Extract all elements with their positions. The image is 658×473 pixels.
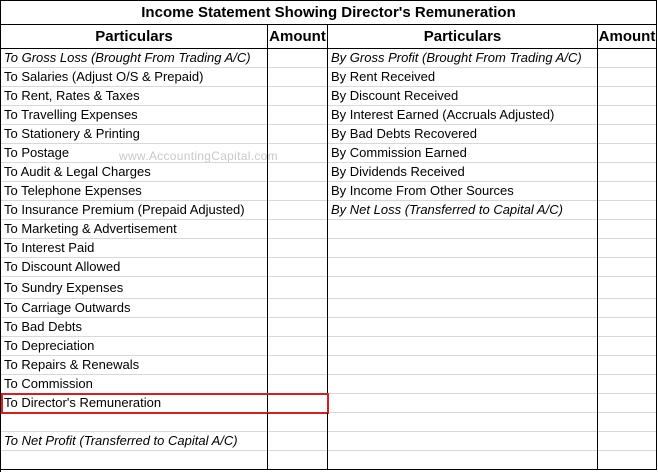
table-title: Income Statement Showing Director's Remuneration xyxy=(1,1,657,25)
table-row xyxy=(1,239,657,258)
credit-particular-cell xyxy=(328,299,598,318)
table-row xyxy=(1,375,657,394)
debit-amount-cell xyxy=(268,87,328,106)
debit-particular-cell: To Postage xyxy=(1,144,268,163)
debit-amount-cell xyxy=(268,413,328,432)
header-particulars-right: Particulars xyxy=(328,25,598,48)
table-row xyxy=(1,220,657,239)
debit-particular-cell: To Rent, Rates & Taxes xyxy=(1,87,268,106)
debit-amount-cell xyxy=(268,375,328,394)
table-row xyxy=(1,277,657,299)
debit-amount-cell xyxy=(268,277,328,299)
table-row xyxy=(1,394,657,413)
credit-amount-cell xyxy=(598,432,657,451)
debit-particular-cell: To Bad Debts xyxy=(1,318,268,337)
credit-particular-cell: By Interest Earned (Accruals Adjusted) xyxy=(328,106,598,125)
table-row xyxy=(1,451,657,470)
credit-particular-cell xyxy=(328,277,598,299)
debit-amount-cell xyxy=(268,220,328,239)
credit-amount-cell xyxy=(598,413,657,432)
debit-amount-cell xyxy=(268,182,328,201)
debit-amount-cell xyxy=(268,337,328,356)
credit-particular-cell xyxy=(328,239,598,258)
table-row xyxy=(1,413,657,432)
debit-amount-cell xyxy=(268,299,328,318)
credit-amount-cell xyxy=(598,68,657,87)
debit-amount-cell xyxy=(268,201,328,220)
credit-particular-cell xyxy=(328,258,598,277)
credit-amount-cell xyxy=(598,201,657,220)
table-row xyxy=(1,299,657,318)
credit-particular-cell xyxy=(328,337,598,356)
debit-particular-cell: To Discount Allowed xyxy=(1,258,268,277)
debit-particular-cell: To Director's Remuneration xyxy=(1,394,268,413)
header-amount-right: Amount xyxy=(598,25,657,48)
debit-amount-cell xyxy=(268,451,328,470)
credit-particular-cell xyxy=(328,356,598,375)
debit-amount-cell xyxy=(268,356,328,375)
credit-particular-cell: By Bad Debts Recovered xyxy=(328,125,598,144)
credit-amount-cell xyxy=(598,87,657,106)
credit-particular-cell xyxy=(328,451,598,470)
credit-amount-cell xyxy=(598,49,657,68)
debit-amount-cell xyxy=(268,163,328,182)
debit-particular-cell: To Marketing & Advertisement xyxy=(1,220,268,239)
debit-particular-cell: To Gross Loss (Brought From Trading A/C) xyxy=(1,49,268,68)
debit-particular-cell: To Commission xyxy=(1,375,268,394)
debit-amount-cell xyxy=(268,239,328,258)
credit-particular-cell: By Dividends Received xyxy=(328,163,598,182)
table-row xyxy=(1,106,657,125)
credit-particular-cell: By Income From Other Sources xyxy=(328,182,598,201)
credit-amount-cell xyxy=(598,318,657,337)
table-row xyxy=(1,318,657,337)
credit-amount-cell xyxy=(598,356,657,375)
table-row xyxy=(1,201,657,220)
debit-particular-cell xyxy=(1,451,268,470)
table-row xyxy=(1,68,657,87)
credit-amount-cell xyxy=(598,258,657,277)
debit-particular-cell: To Net Profit (Transferred to Capital A/C) xyxy=(1,432,268,451)
table-row xyxy=(1,163,657,182)
table-row xyxy=(1,337,657,356)
credit-amount-cell xyxy=(598,163,657,182)
table-row xyxy=(1,356,657,375)
debit-particular-cell: To Audit & Legal Charges xyxy=(1,163,268,182)
credit-amount-cell xyxy=(598,125,657,144)
credit-amount-cell xyxy=(598,106,657,125)
header-row xyxy=(1,25,657,49)
credit-particular-cell: By Rent Received xyxy=(328,68,598,87)
debit-amount-cell xyxy=(268,125,328,144)
credit-amount-cell xyxy=(598,182,657,201)
debit-amount-cell xyxy=(268,432,328,451)
header-amount-left: Amount xyxy=(268,25,328,48)
credit-particular-cell xyxy=(328,375,598,394)
debit-particular-cell: To Repairs & Renewals xyxy=(1,356,268,375)
debit-amount-cell xyxy=(268,318,328,337)
table-row xyxy=(1,125,657,144)
watermark-text: www.AccountingCapital.com xyxy=(119,149,278,163)
credit-particular-cell xyxy=(328,413,598,432)
credit-amount-cell xyxy=(598,337,657,356)
debit-amount-cell xyxy=(268,106,328,125)
debit-amount-cell xyxy=(268,258,328,277)
header-particulars-left: Particulars xyxy=(1,25,268,48)
credit-particular-cell xyxy=(328,318,598,337)
debit-amount-cell xyxy=(268,49,328,68)
debit-particular-cell: To Stationery & Printing xyxy=(1,125,268,144)
debit-particular-cell: To Telephone Expenses xyxy=(1,182,268,201)
credit-particular-cell xyxy=(328,220,598,239)
table-row xyxy=(1,432,657,451)
debit-particular-cell: To Sundry Expenses xyxy=(1,277,268,299)
credit-particular-cell: By Net Loss (Transferred to Capital A/C) xyxy=(328,201,598,220)
credit-particular-cell xyxy=(328,394,598,413)
debit-particular-cell xyxy=(1,413,268,432)
table-row xyxy=(1,87,657,106)
debit-particular-cell: To Carriage Outwards xyxy=(1,299,268,318)
credit-amount-cell xyxy=(598,451,657,470)
table-row xyxy=(1,49,657,68)
debit-particular-cell: To Depreciation xyxy=(1,337,268,356)
table-row xyxy=(1,144,657,163)
debit-amount-cell xyxy=(268,394,328,413)
credit-amount-cell xyxy=(598,220,657,239)
table-row xyxy=(1,182,657,201)
credit-particular-cell xyxy=(328,432,598,451)
credit-amount-cell xyxy=(598,299,657,318)
credit-particular-cell: By Discount Received xyxy=(328,87,598,106)
credit-particular-cell: By Commission Earned xyxy=(328,144,598,163)
credit-amount-cell xyxy=(598,394,657,413)
credit-amount-cell xyxy=(598,239,657,258)
debit-particular-cell: To Insurance Premium (Prepaid Adjusted) xyxy=(1,201,268,220)
debit-particular-cell: To Travelling Expenses xyxy=(1,106,268,125)
credit-amount-cell xyxy=(598,144,657,163)
credit-amount-cell xyxy=(598,375,657,394)
debit-amount-cell xyxy=(268,68,328,87)
debit-particular-cell: To Interest Paid xyxy=(1,239,268,258)
credit-amount-cell xyxy=(598,277,657,299)
debit-particular-cell: To Salaries (Adjust O/S & Prepaid) xyxy=(1,68,268,87)
credit-particular-cell: By Gross Profit (Brought From Trading A/C) xyxy=(328,49,598,68)
table-row xyxy=(1,258,657,277)
